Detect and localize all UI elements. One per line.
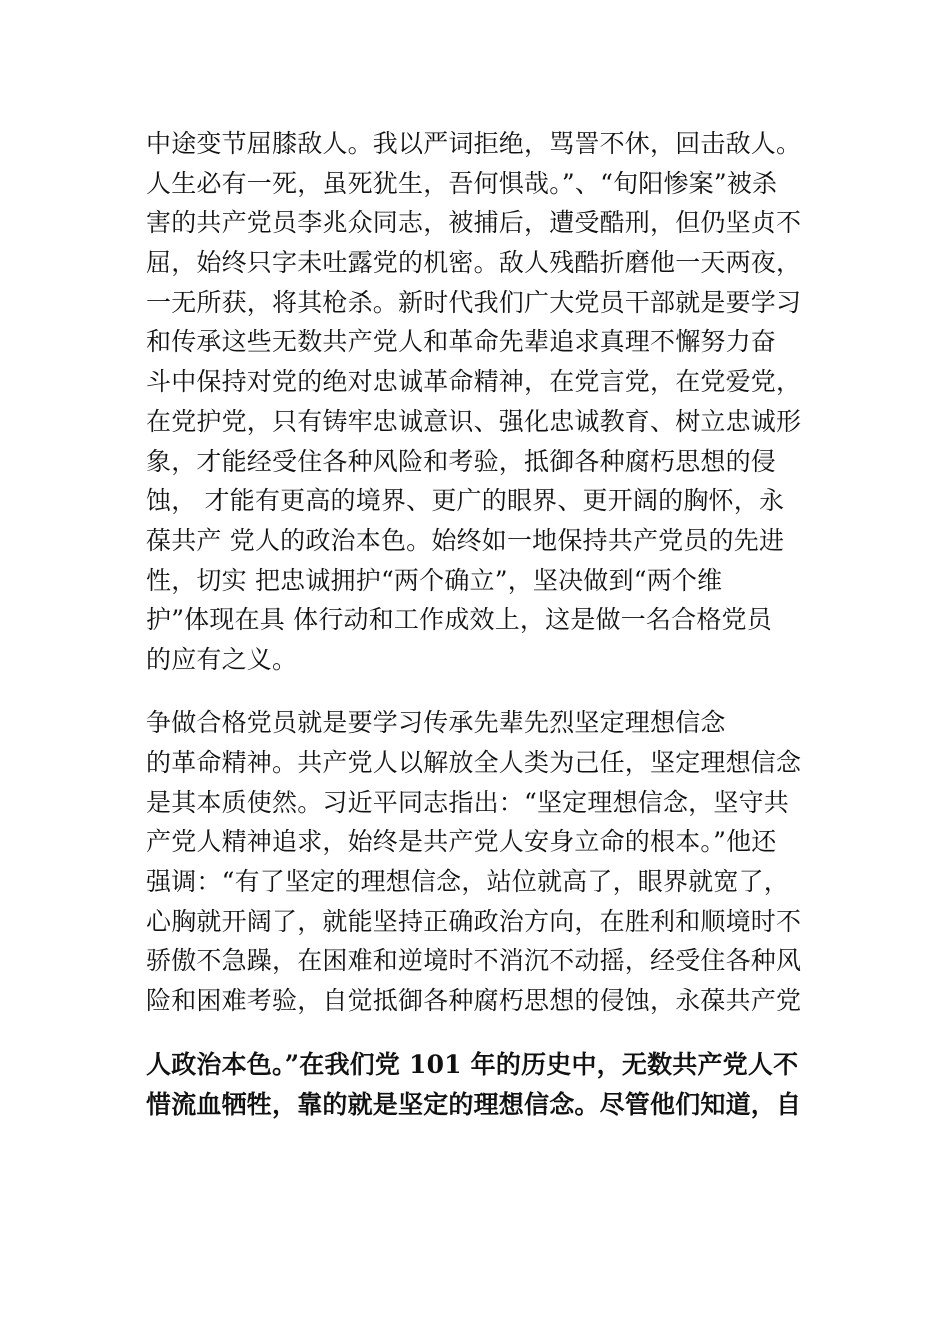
text-line: 险和困难考验，自觉抵御各种腐朽思想的侵蚀，永葆共产党 (146, 986, 802, 1015)
text-line: 人生必有一死，虽死犹生，吾何惧哉。”、“旬阳惨案”被杀 (146, 169, 778, 198)
text-line: 产党人精神追求，始终是共产党人安身立命的根本。”他还 (146, 827, 777, 856)
text-line: 性，切实 把忠诚拥护“两个确立”，坚决做到“两个维 (146, 566, 723, 595)
text-line: 心胸就开阔了，就能坚持正确政治方向，在胜利和顺境时不 (146, 907, 802, 936)
bold-text-line: 惜流血牺牲，靠的就是坚定的理想信念。尽管他们知道，自 (146, 1090, 802, 1119)
text-line: 强调：“有了坚定的理想信念，站位就高了，眼界就宽了， (146, 867, 789, 896)
text-line: 是其本质使然。习近平同志指出：“坚定理想信念，坚守共 (146, 788, 789, 817)
bold-text-line: 人政治本色。”在我们党 101 年的历史中，无数共产党人不 (146, 1050, 799, 1079)
text-line: 害的共产党员李兆众同志，被捕后，遭受酷刑，但仍坚贞不 (146, 208, 802, 237)
text-line: 屈，始终只字未吐露党的机密。敌人残酷折磨他一天两夜， (146, 248, 802, 277)
text-line: 骄傲不急躁，在困难和逆境时不消沉不动摇，经受住各种风 (146, 946, 802, 975)
text-line: 象，才能经受住各种风险和考验，抵御各种腐朽思想的侵 (146, 447, 777, 476)
paragraph-first-line: 争做合格党员就是要学习传承先辈先烈坚定理想信念 (146, 708, 726, 737)
text-line: 蚀， 才能有更高的境界、更广的眼界、更开阔的胸怀，永 (146, 486, 785, 515)
text-line: 的革命精神。共产党人以解放全人类为己任，坚定理想信念 (146, 748, 802, 777)
text-line: 护”体现在具 体行动和工作成效上，这是做一名合格党员 (146, 605, 772, 634)
text-line: 一无所获，将其枪杀。新时代我们广大党员干部就是要学习 (146, 288, 802, 317)
text-line: 葆共产 党人的政治本色。始终如一地保持共产党员的先进 (146, 526, 785, 555)
text-line: 在党护党，只有铸牢忠诚意识、强化忠诚教育、树立忠诚形 (146, 407, 802, 436)
text-line: 斗中保持对党的绝对忠诚革命精神，在党言党，在党爱党， (146, 367, 802, 396)
text-line: 中途变节屈膝敌人。我以严词拒绝，骂詈不休，回击敌人。 (146, 129, 802, 158)
text-line: 和传承这些无数共产党人和革命先辈追求真理不懈努力奋 (146, 327, 777, 356)
text-line: 的应有之义。 (146, 645, 298, 674)
